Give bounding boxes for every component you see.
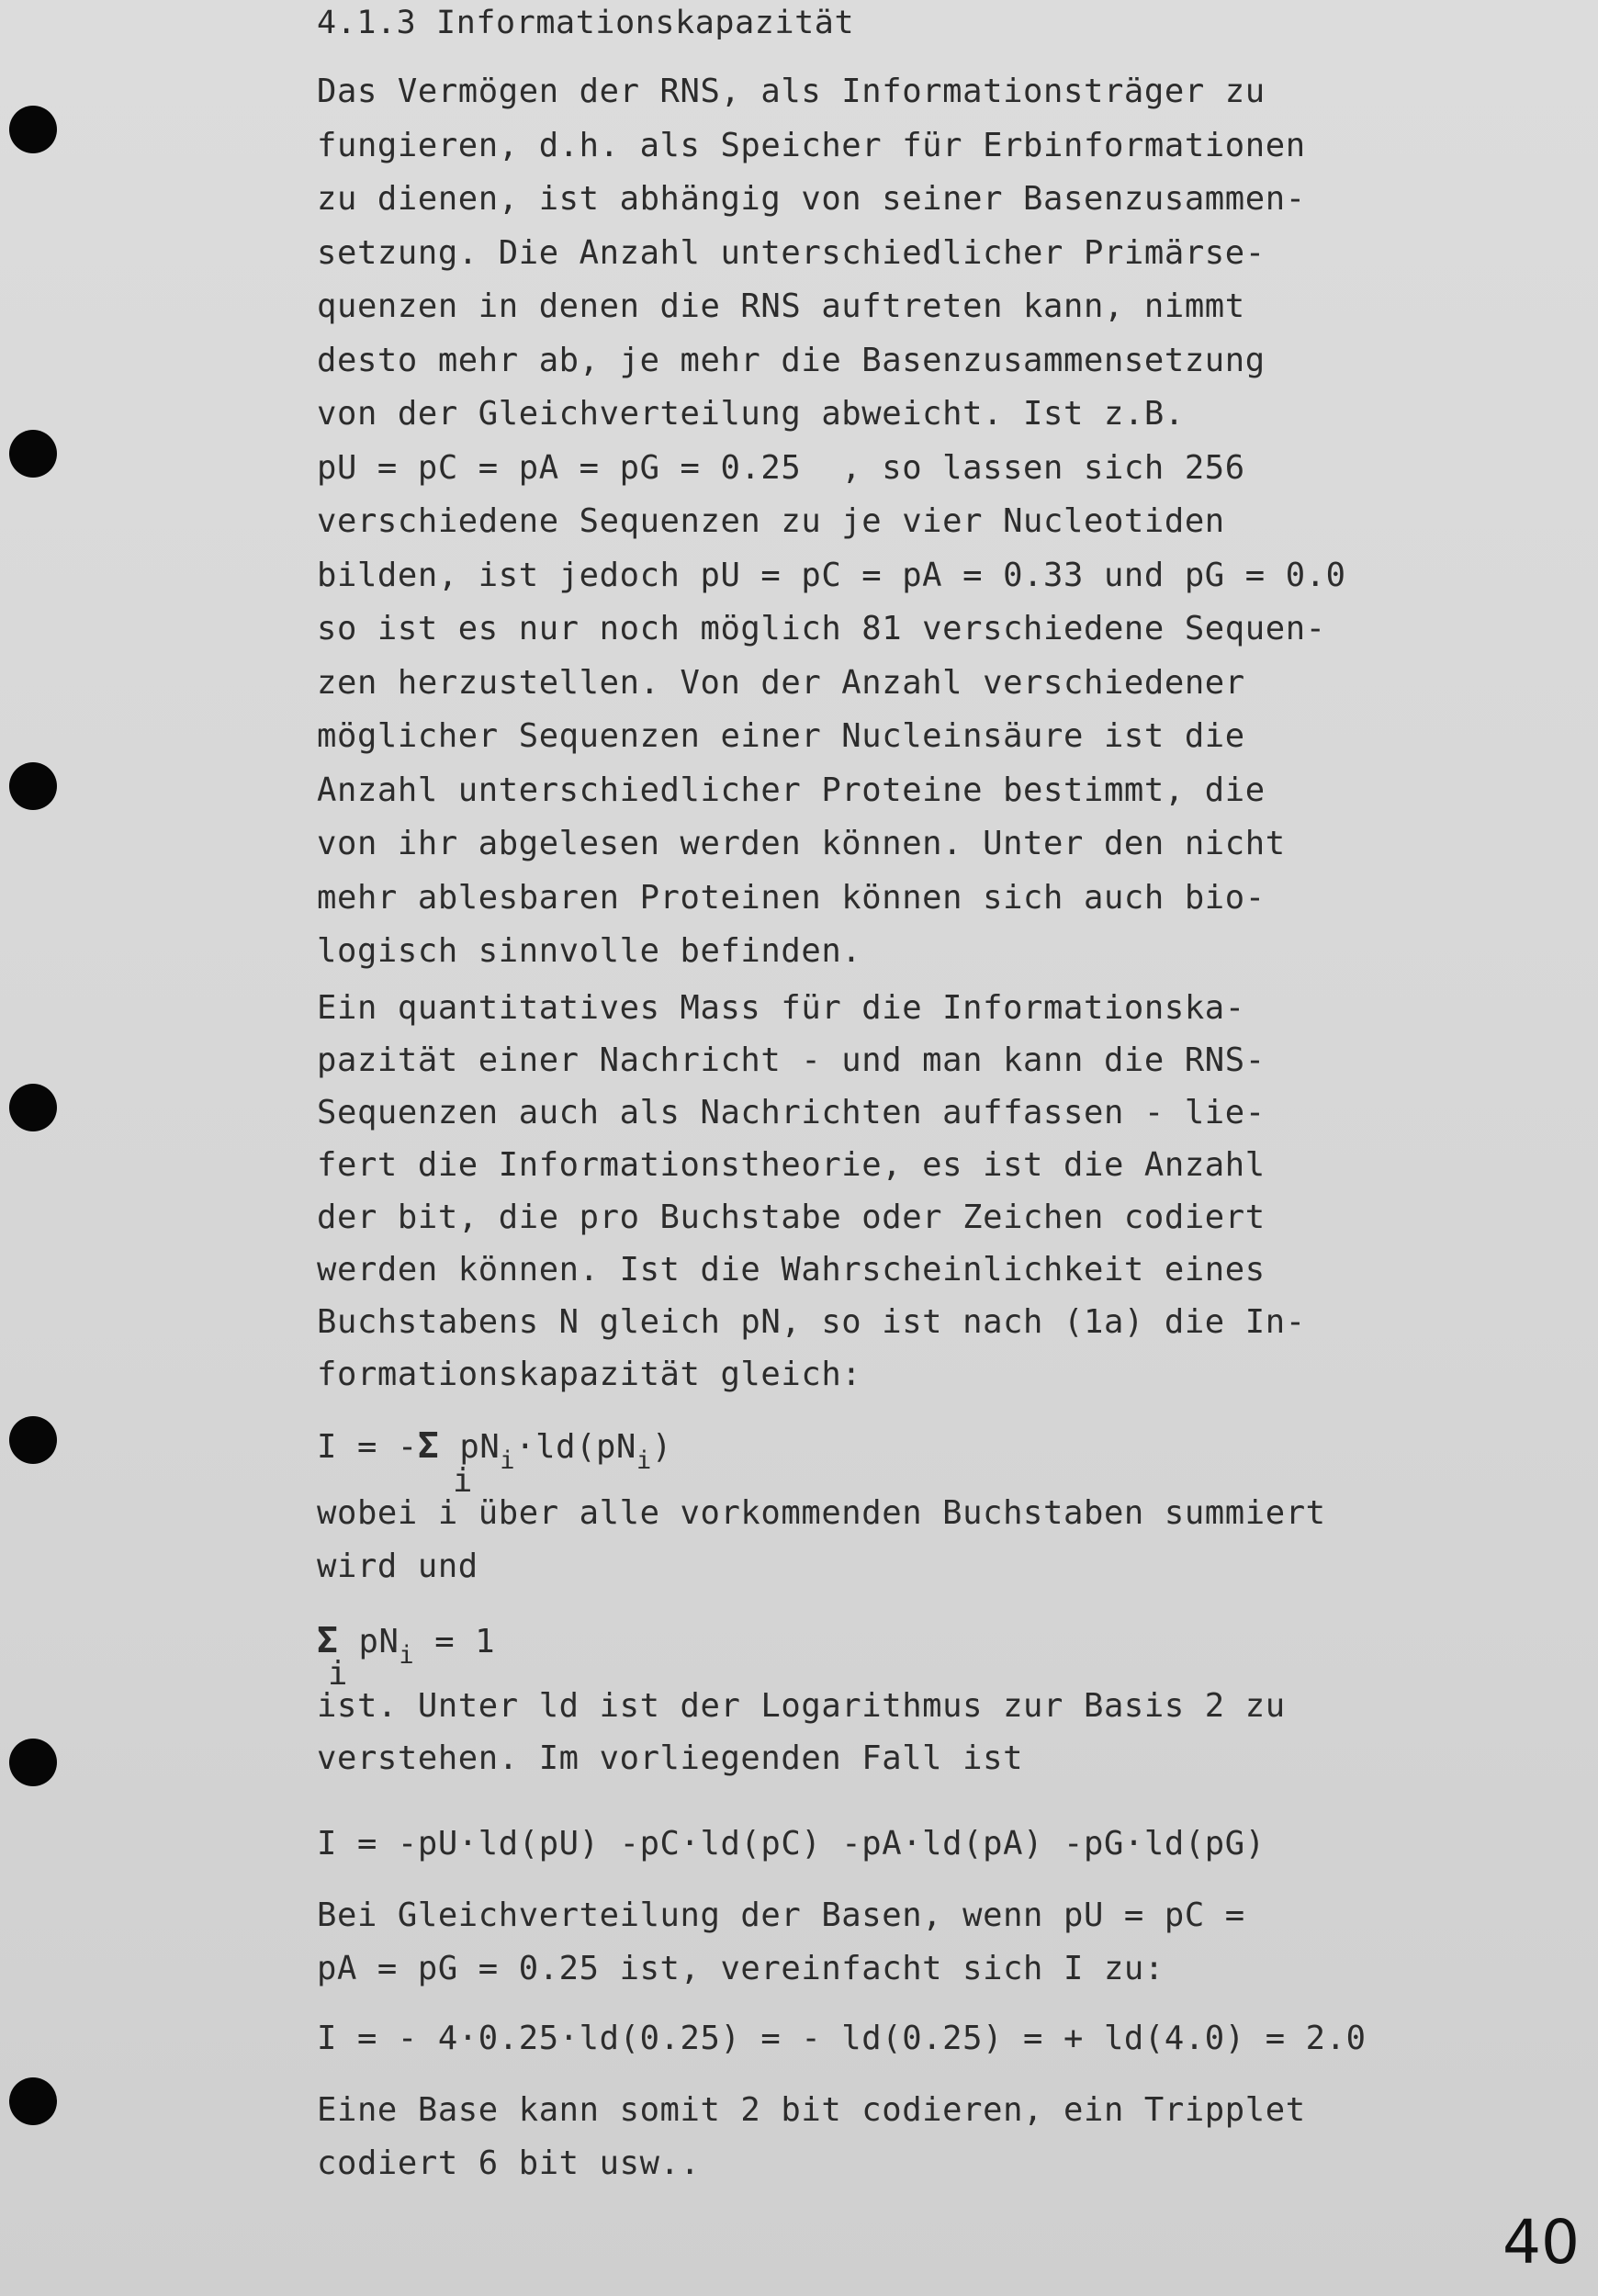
text-line: Ein quantitatives Mass für die Informationska- — [317, 989, 1245, 1027]
formula-information-capacity — [317, 1425, 672, 1475]
text-line: Eine Base kann somit 2 bit codieren, ein Tripplet — [317, 2091, 1306, 2129]
formula-lhs: I = - — [317, 1428, 418, 1466]
sigma-symbol: Σ — [417, 1425, 440, 1466]
text-line: Bei Gleichverteilung der Basen, wenn pU = pC = — [317, 1896, 1245, 1934]
text-line: wobei i über alle vorkommenden Buchstaben summiert — [317, 1494, 1326, 1532]
text-line: Buchstabens N gleich pN, so ist nach (1a) die In- — [317, 1303, 1306, 1341]
sum-index: i — [328, 1655, 348, 1693]
binder-hole — [9, 1739, 57, 1786]
sigma-symbol: Σ — [317, 1620, 339, 1660]
text-line: quenzen in denen die RNS auftreten kann, nimmt — [317, 287, 1245, 325]
text-line: fert die Informationstheorie, es ist die Anzahl — [317, 1146, 1266, 1184]
formula-term: ·ld(pN — [515, 1428, 636, 1466]
subscript: i — [500, 1446, 516, 1475]
formula-term: ) — [651, 1428, 672, 1466]
text-line: formationskapazität gleich: — [317, 1356, 862, 1393]
formula-probability-sum — [317, 1620, 496, 1670]
binder-hole — [9, 106, 57, 153]
text-line: bilden, ist jedoch pU = pC = pA = 0.33 und pG = 0.0 — [317, 557, 1346, 594]
text-line: mehr ablesbaren Proteinen können sich auch bio- — [317, 879, 1266, 917]
subscript: i — [399, 1641, 415, 1670]
page-number: 40 — [1502, 2207, 1580, 2278]
text-line: pazität einer Nachricht - und man kann die RNS- — [317, 1041, 1266, 1079]
text-line: verstehen. Im vorliegenden Fall ist — [317, 1739, 1024, 1777]
sum-index: i — [453, 1462, 473, 1500]
binder-hole — [9, 762, 57, 810]
text-line: pA = pG = 0.25 ist, vereinfacht sich I zu: — [317, 1950, 1165, 1987]
text-line: möglicher Sequenzen einer Nucleinsäure ist die — [317, 717, 1245, 755]
text-line: Das Vermögen der RNS, als Informationsträger zu — [317, 73, 1266, 110]
subscript: i — [636, 1446, 652, 1475]
text-line: wird und — [317, 1548, 478, 1585]
formula-rhs: = 1 — [414, 1623, 496, 1660]
text-line: desto mehr ab, je mehr die Basenzusammensetzung — [317, 342, 1266, 379]
binder-hole — [9, 1416, 57, 1464]
text-line: fungieren, d.h. als Speicher für Erbinformationen — [317, 127, 1306, 164]
text-line: verschiedene Sequenzen zu je vier Nucleotiden — [317, 502, 1225, 540]
formula-result: I = - 4·0.25·ld(0.25) = - ld(0.25) = + ld(4.0) = 2.0 — [317, 2020, 1367, 2057]
text-line: werden können. Ist die Wahrscheinlichkeit eines — [317, 1251, 1266, 1289]
text-line: der bit, die pro Buchstabe oder Zeichen codiert — [317, 1199, 1266, 1236]
binder-hole — [9, 1084, 57, 1131]
text-line: Sequenzen auch als Nachrichten auffassen - lie- — [317, 1094, 1266, 1131]
text-line: so ist es nur noch möglich 81 verschiedene Sequen- — [317, 610, 1326, 647]
text-line: zen herzustellen. Von der Anzahl verschiedener — [317, 664, 1245, 702]
text-line: pU = pC = pA = pG = 0.25 , so lassen sich 256 — [317, 449, 1245, 487]
text-line: von ihr abgelesen werden können. Unter den nicht — [317, 825, 1286, 862]
formula-term: pN — [459, 1428, 501, 1466]
text-line: zu dienen, ist abhängig von seiner Basenzusammen- — [317, 180, 1306, 218]
binder-hole — [9, 2077, 57, 2125]
text-line: von der Gleichverteilung abweicht. Ist z.B. — [317, 395, 1185, 433]
text-line: setzung. Die Anzahl unterschiedlicher Primärse- — [317, 234, 1266, 272]
formula-base-entropy: I = -pU·ld(pU) -pC·ld(pC) -pA·ld(pA) -pG·ld(pG) — [317, 1825, 1266, 1863]
section-heading: 4.1.3 Informationskapazität — [317, 5, 855, 41]
formula-term: pN — [358, 1623, 400, 1660]
text-line: codiert 6 bit usw.. — [317, 2144, 701, 2182]
text-line: Anzahl unterschiedlicher Proteine bestimmt, die — [317, 771, 1266, 809]
text-line: ist. Unter ld ist der Logarithmus zur Basis 2 zu — [317, 1687, 1286, 1725]
binder-hole — [9, 430, 57, 478]
text-line: logisch sinnvolle befinden. — [317, 932, 862, 970]
